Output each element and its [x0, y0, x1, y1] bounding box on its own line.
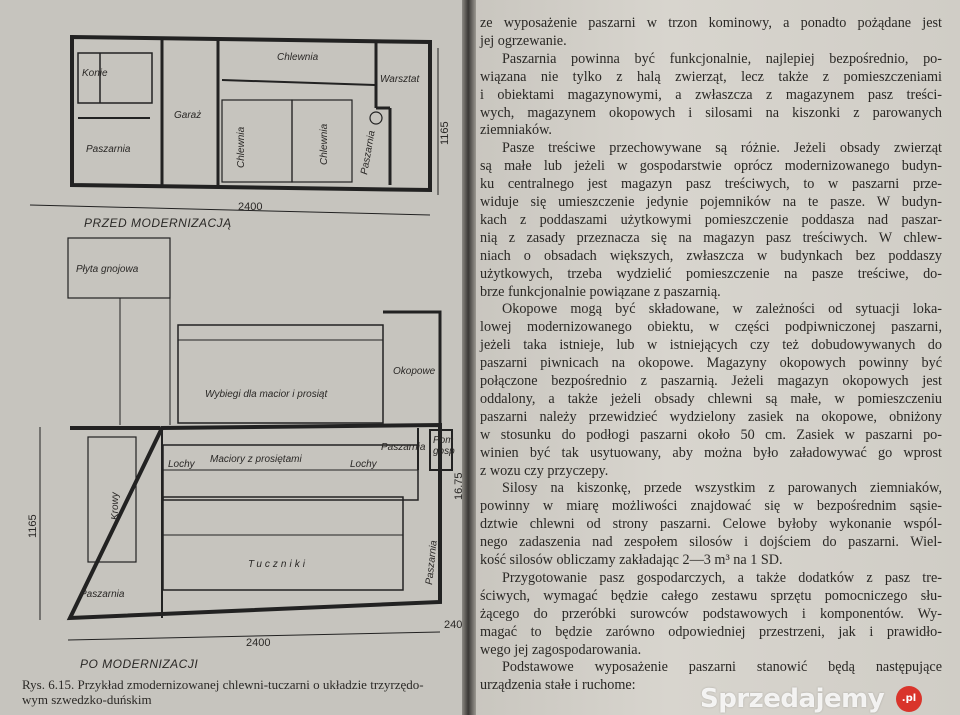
- dimension-side: 16.75: [453, 472, 465, 500]
- watermark-badge: .pl: [896, 686, 922, 712]
- room-label-paszarnia: Paszarnia: [424, 539, 440, 586]
- text-line: użytkowych, trzeba wydzielić pomieszczenie na pasze treściwe, do-: [480, 265, 942, 282]
- text-line: w stosunku do podłogi paszarni około 50 cm. Zasiek w paszarni po-: [480, 426, 942, 443]
- plan-after: [40, 238, 452, 640]
- text-line: kość silosów obliczamy zakładając 2—3 m³ na 1 SD.: [480, 552, 783, 568]
- room-label-paszarnia: Paszarnia: [359, 129, 378, 176]
- room-label-paszarnia: Paszarnia: [80, 589, 125, 600]
- text-line: Przygotowanie pasz gospodarczych, a także dodatków z pasz tre-: [502, 569, 942, 586]
- text-line: Silosy na kiszonkę, przede wszystkim z parowanych ziemniaków,: [502, 480, 942, 497]
- text-line: ku centralnego jest magazyn pasz treściwych, to w paszarni prze-: [480, 176, 942, 193]
- figure-caption: [22, 677, 467, 707]
- plan-title-after: PO MODERNIZACJI: [80, 657, 199, 671]
- text-line: Pasze treściwe przechowywane są różnie. Jeżeli obsady zwierząt: [502, 140, 942, 157]
- text-line: urządzenia stałe i ruchome:: [480, 677, 636, 694]
- text-line: dztwie chlewni od strony paszarni. Celowe byłoby wykonanie wspól-: [480, 516, 942, 533]
- floor-plans: [0, 0, 470, 680]
- dimension-width: 2400: [246, 637, 271, 649]
- text-line: są małe lub jeżeli w gospodarstwie oprócz modernizowanego budyn-: [480, 158, 942, 175]
- text-line: jej ogrzewanie.: [480, 32, 567, 49]
- text-line: paszarni piwnicach na okopowe. Magazyny okopowych powinny być: [480, 355, 942, 372]
- room-label-maciory: Maciory z prosiętami: [210, 454, 302, 465]
- room-label-okopowe: Okopowe: [393, 366, 436, 377]
- text-line: z wozu czy przyczepy.: [480, 462, 609, 479]
- dimension-depth: 1165: [439, 121, 451, 145]
- text-line: połączone bezpośrednio z paszarnią. Jeżeli magazyn okopowych jest: [480, 373, 942, 389]
- caption-line: wym szwedzko-duńskim: [22, 692, 152, 707]
- text-line: i obiektami magazynowymi, a zwłaszcza z magazynem pasz treści-: [480, 86, 942, 103]
- room-label-warsztat: Warsztat: [380, 74, 420, 85]
- room-label-wybiegi: Wybiegi dla macior i prosiąt: [205, 389, 328, 400]
- text-line: ziemniaków.: [480, 122, 552, 139]
- room-label-konie: Konie: [82, 68, 108, 79]
- text-line: Podstawowe wyposażenie paszarni stanowić będą następujące: [502, 659, 942, 676]
- text-line: paszarni należy przewidzieć wydzielony zasiek na okopowe, obniżony: [480, 408, 942, 425]
- room-label-krowy: Krowy: [110, 492, 121, 520]
- text-line: niach o obsadach większych, zwłaszcza w budynkach bez poddaszy: [480, 247, 942, 264]
- dimension-width: 2400: [238, 201, 263, 213]
- text-line: wych, magazynem okopowych i silosami na kiszonki z parowanych: [480, 104, 942, 121]
- room-label-chlewnia: Chlewnia: [319, 123, 330, 165]
- text-line: wiązana nie tylko z halą zwierząt, lecz także z pomieszczeniami: [480, 68, 942, 85]
- room-label-paszarnia: Paszarnia: [381, 442, 426, 453]
- watermark-logo: Sprzedajemy: [700, 684, 885, 714]
- text-line: wego jej zagospodarowania.: [480, 641, 642, 658]
- room-label-paszarnia: Paszarnia: [86, 144, 131, 155]
- caption-line: Rys. 6.15. Przykład zmodernizowanej chlewni-tuczarni o układzie trzyrzędo-: [22, 677, 424, 692]
- text-line: powinny w miarę możliwości znajdować się w bezpośrednim sąsie-: [480, 498, 942, 515]
- text-line: nego zadaszenia nad zespołem silosów i dojściem do paszarni. Wiel-: [480, 534, 942, 551]
- room-label-pom-gosp: Pom: [433, 435, 454, 446]
- room-label-chlewnia: Chlewnia: [236, 126, 247, 168]
- room-label-chlewnia: Chlewnia: [277, 52, 319, 63]
- text-line: Okopowe mogą być składowane, w zależności od sytuacji loka-: [502, 301, 942, 318]
- room-label-pom-gosp: gosp: [433, 446, 455, 457]
- text-line: ze wyposażenie paszarni w trzon kominowy, a ponadto pożądane jest: [480, 15, 942, 31]
- plan-before: [30, 37, 438, 215]
- room-label-tuczniki: Tuczniki: [248, 559, 308, 570]
- room-label-lochy: Lochy: [168, 459, 195, 470]
- text-line: żącego do przeróbki surowców podstawowych i komponentów. Wy-: [480, 605, 942, 622]
- text-line: magać to będzie zarówno odpowiedniej przestrzeni, jak i prawidło-: [480, 623, 942, 640]
- text-line: winien być tak usytuowany, aby można było załadowywać go wprost: [480, 444, 942, 461]
- text-line: jeżeli taka istnieje, lub w istniejących czy też dobudowywanych do: [480, 337, 942, 354]
- text-line: ściwych, wymagać będzie całego zestawu sprzętu pomocniczego słu-: [480, 587, 942, 604]
- dimension-wall: 240: [444, 619, 463, 631]
- text-line: oddalony, a także jeżeli obsady chlewni są małe, w pomieszczeniu: [480, 390, 942, 407]
- text-line: nią z zasady przeznacza się na magazyn pasz treściwych. W chlew-: [480, 229, 942, 246]
- text-line: kach z poddaszami użytkowymi pomieszczenie poddasza nad paszar-: [480, 211, 942, 228]
- room-label-plyta-gnojowa: Płyta gnojowa: [76, 264, 139, 275]
- dimension-depth: 1165: [27, 514, 39, 538]
- text-line: lowej modernizowanego obiektu, w części podpiwniczonej paszarni,: [480, 319, 942, 336]
- room-label-garaz: Garaż: [174, 110, 202, 121]
- text-line: brze funkcjonalnie powiązane z paszarnią.: [480, 283, 721, 300]
- text-line: Paszarnia powinna być funkcjonalnie, najlepiej bezpośrednio, po-: [502, 50, 942, 67]
- text-line: widuje się umieszczenie jedynie pojemników na te pasze. W budyn-: [480, 194, 942, 210]
- room-label-lochy: Lochy: [350, 459, 377, 470]
- plan-title-before: PRZED MODERNIZACJĄ: [84, 216, 232, 230]
